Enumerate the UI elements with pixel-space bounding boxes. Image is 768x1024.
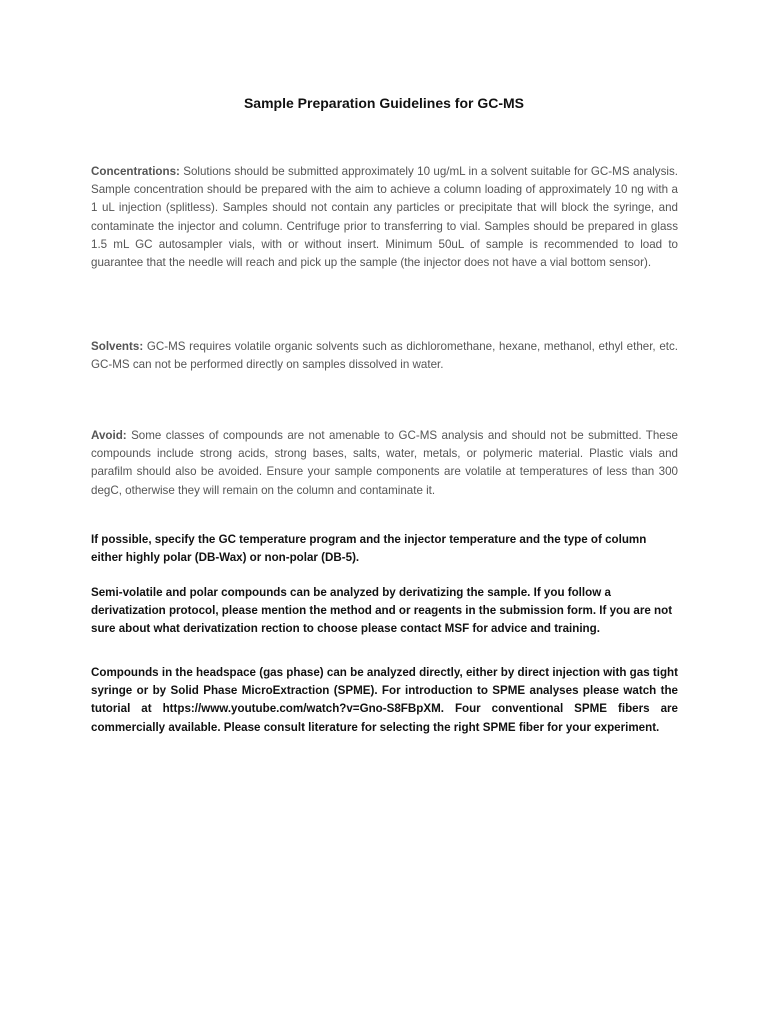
headspace-paragraph: Compounds in the headspace (gas phase) can be analyzed directly, either by direct injection with gas tight syringe or by Solid Phase MicroExtraction (SPME). For introduction to SPME analyses please watch the tutorial at https://www.youtube.com/watch?v=Gno-S8FBpXM. Four conventional SPME fibers are commercially available. Please consult literature for selecting the right SPME fiber for your experiment.	[91, 666, 678, 734]
concentrations-heading: Concentrations:	[91, 165, 180, 178]
solvents-heading: Solvents:	[91, 340, 144, 353]
document-title: Sample Preparation Guidelines for GC-MS	[243, 95, 525, 111]
avoid-heading: Avoid:	[91, 429, 127, 442]
avoid-paragraph	[91, 427, 678, 500]
concentrations-paragraph	[91, 163, 678, 272]
solvents-paragraph	[91, 338, 678, 374]
derivatization-paragraph: Semi-volatile and polar compounds can be analyzed by derivatizing the sample. If you follow a derivatization protocol, please mention the method and or reagents in the submission form. If you are not sure about what derivatization rection to choose please contact MSF for advice and training.	[91, 586, 673, 636]
solvents-text: GC-MS requires volatile organic solvents such as dichloromethane, hexane, methanol, ethyl ether, etc. GC-MS can not be performed directly on samples dissolved in water.	[91, 340, 678, 372]
gc-program-paragraph: If possible, specify the GC temperature program and the injector temperature and the type of column either highly polar (DB-Wax) or non-polar (DB-5).	[91, 533, 647, 565]
concentrations-text: Solutions should be submitted approximately 10 ug/mL in a solvent suitable for GC-MS analysis. Sample concentration should be prepared with the aim to achieve a column loading of approximately 10 ng with a 1 uL injection (splitless). Samples should not contain any particles or precipitate that will block the syringe, and contaminate the injector and column. Centrifuge prior to transferring to vial. Samples should be prepared in glass 1.5 mL GC autosampler vials, with or without insert. Minimum 50uL of sample is recommended to load to guarantee that the needle will reach and pick up the sample (the injector does not have a vial bottom sensor).	[91, 165, 678, 270]
avoid-text: Some classes of compounds are not amenable to GC-MS analysis and should not be submitted. These compounds include strong acids, strong bases, salts, water, metals, or polymeric material. Plastic vials and parafilm should also be avoided. Ensure your sample components are volatile at temperatures of less than 300 degC, otherwise they will remain on the column and contaminate it.	[91, 429, 678, 497]
